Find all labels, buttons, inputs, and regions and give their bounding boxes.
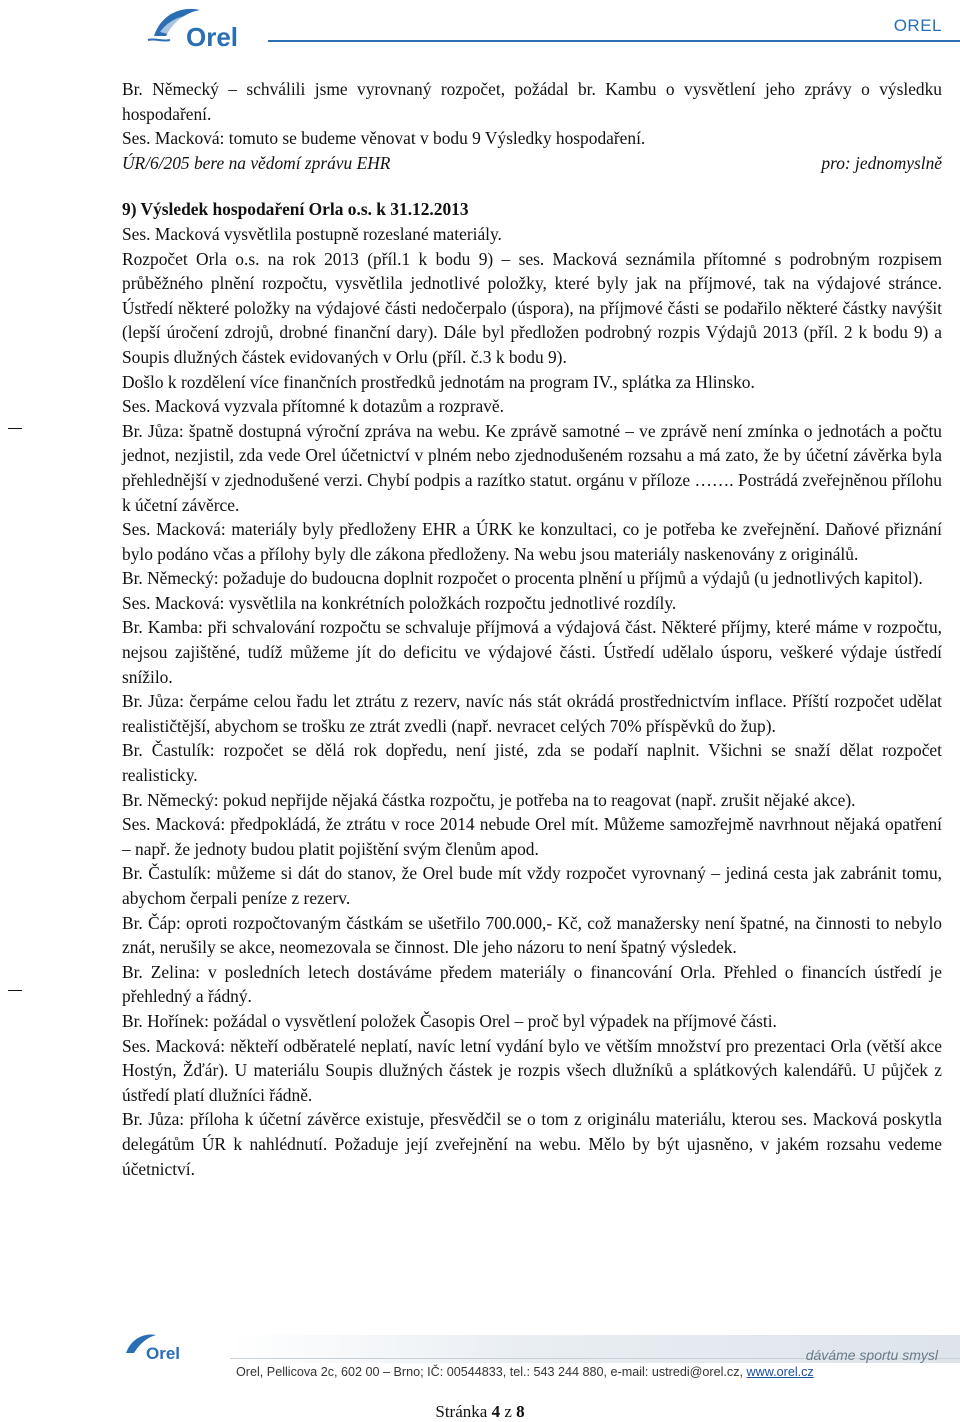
footer-slogan: dáváme sportu smysl <box>805 1347 938 1363</box>
section-heading: 9) Výsledek hospodaření Orla o.s. k 31.12.2013 <box>122 199 469 220</box>
svg-text:Orel: Orel <box>146 1344 181 1363</box>
header-title: OREL <box>893 16 942 35</box>
page-number <box>0 1402 960 1422</box>
paragraph: Br. Častulík: můžeme si dát do stanov, že Orel bude mít vždy rozpočet vyrovnaný – jediná cesta jak zabránit tomu, abychom čerpali peníze z rezerv. <box>122 863 942 908</box>
page-current: 4 <box>491 1402 501 1421</box>
header-rule <box>268 40 960 42</box>
footer-logo <box>120 1329 200 1368</box>
paragraph: Br. Německý – schválili jsme vyrovnaný rozpočet, požádal br. Kambu o vysvětlení jeho zprávy o výsledku hospodaření. <box>122 79 942 124</box>
resolution-row <box>122 151 942 176</box>
paragraph: Došlo k rozdělení více finančních prostředků jednotám na program IV., splátka za Hlinsko. <box>122 371 755 392</box>
paragraph: Br. Čáp: oproti rozpočtovaným částkám se ušetřilo 700.000,- Kč, což manažersky není špatné, na činnosti to nebylo znát, nerušily se akce, neomezovala se činnost. Dle jeho názoru to není špatný výsledek. <box>122 912 942 958</box>
page-header <box>0 0 960 60</box>
paragraph: Ses. Macková vysvětlila postupně rozeslané materiály. <box>122 223 502 244</box>
paragraph: Br. Německý: požaduje do budoucna doplnit rozpočet o procenta plnění u příjmů a výdajů (u jednotlivých kapitol). <box>122 568 923 589</box>
paragraph: Br. Zelina: v posledních letech dostáváme předem materiály o financování Orla. Přehled o financích ústředí je přehledný a řádný. <box>122 961 942 1007</box>
paragraph: Ses. Macková vyzvala přítomné k dotazům a rozpravě. <box>122 396 504 417</box>
margin-mark <box>8 990 22 991</box>
paragraph: Br. Jůza: příloha k účetní závěrce existuje, přesvědčil se o tom z originálu materiálu, kterou ses. Macková poskytla delegátům ÚR k nahlédnutí. Požaduje její zveřejnění na webu. Mělo by být ujasněno, v jakém rozsahu vedeme účetnictví. <box>122 1109 942 1179</box>
orel-logo-icon <box>140 2 270 52</box>
paragraph: Ses. Macková: vysvětlila na konkrétních položkách rozpočtu jednotlivé rozdíly. <box>122 592 677 613</box>
document-body <box>122 77 942 1181</box>
paragraph: Ses. Macková: tomuto se budeme věnovat v bodu 9 Výsledky hospodaření. <box>122 128 646 149</box>
resolution-vote: pro: jednomyslně <box>821 152 942 173</box>
margin-mark <box>8 428 22 429</box>
website-link[interactable]: www.orel.cz <box>746 1365 814 1379</box>
contact-text: Orel, Pellicova 2c, 602 00 – Brno; IČ: 00544833, tel.: 543 244 880, e-mail: ustredi@orel.cz, <box>236 1365 747 1379</box>
page-total: 8 <box>516 1402 525 1421</box>
orel-logo <box>140 2 270 57</box>
paragraph: Ses. Macková: někteří odběratelé neplatí, navíc letní vydání bylo ve větším množství pro prezentaci Orla (větší akce Hostýn, Žďár). U materiálu Soupis dlužných částek je rozpis všech dlužníků a splátkových kalendářů. U půjček z ústředí platí dlužníci řádně. <box>122 1035 942 1105</box>
logo-text: Orel <box>186 22 239 52</box>
paragraph: Br. Německý: pokud nepřijde nějaká částka rozpočtu, je potřeba na to reagovat (např. zrušit nějaké akce). <box>122 789 856 810</box>
paragraph: Rozpočet Orla o.s. na rok 2013 (příl.1 k bodu 9) – ses. Macková seznámila přítomné s podrobným rozpisem průběžného plnění rozpočtu, vysvětlila jednotlivé položky, které byly jak na příjmové, tak na výdajové stránce. Ústředí některé položky na výdajové části nedočerpalo (úspora), na příjmové části se podařilo některé částky navýšit (lepší úročení zdrojů, drobné finanční dary). Dále byl předložen podrobný rozpis Výdajů 2013 (příl. 2 k bodu 9) a Soupis dlužných částek evidovaných v Orlu (příl. č.3 k bodu 9). <box>122 248 942 367</box>
page-label: Stránka <box>435 1402 488 1421</box>
paragraph: Ses. Macková: materiály byly předloženy EHR a ÚRK ke konzultaci, co je potřeba ke zveřejnění. Daňové přiznání bylo podáno včas a přílohy byly dle zákona předloženy. Na webu jsou materiály naskenovány z originálů. <box>122 519 942 564</box>
paragraph: Ses. Macková: předpokládá, že ztrátu v roce 2014 nebude Orel mít. Můžeme samozřejmě navrhnout nějaká opatření – např. že jednoty budou platit pojištění svým členům apod. <box>122 814 942 859</box>
resolution-text: ÚR/6/205 bere na vědomí zprávu EHR <box>122 152 391 173</box>
paragraph: Br. Jůza: čerpáme celou řadu let ztrátu z rezerv, navíc nás stát okrádá prostřednictvím inflace. Příští rozpočet udělat realističtější, abychom se trošku ze ztrát zvedli (např. nevracet celých 70% příspěvků do žup). <box>122 691 942 736</box>
paragraph: Br. Jůza: špatně dostupná výroční zpráva na webu. Ke zprávě samotné – ve zprávě není zmínka o jednotách a počtu jednot, nezjistil, zda vede Orel účetnictví v plném nebo zjednodušeném rozsahu a má zato, že by účetní závěrka byla přehlednější v zjednodušené verzi. Chybí podpis a razítko statut. orgánu v příloze ……. Postrádá zveřejněnou přílohu k účetní závěrce. <box>122 420 942 515</box>
paragraph: Br. Kamba: při schvalování rozpočtu se schvaluje příjmová a výdajová část. Některé příjmy, které máme v rozpočtu, nejsou zajištěné, tudíž můžeme jít do deficitu ve výdajové části. Ústředí udělalo úsporu, veškeré výdaje ústředí snížilo. <box>122 617 942 687</box>
orel-logo-icon <box>120 1329 200 1363</box>
paragraph: Br. Častulík: rozpočet se dělá rok dopředu, není jisté, zda se podaří naplnit. Všichni se snaží dělat rozpočet realisticky. <box>122 740 942 786</box>
page-sep: z <box>504 1402 512 1421</box>
paragraph: Br. Hořínek: požádal o vysvětlení položek Časopis Orel – proč byl výpadek na příjmové části. <box>122 1010 777 1031</box>
footer-contact <box>236 1365 814 1379</box>
